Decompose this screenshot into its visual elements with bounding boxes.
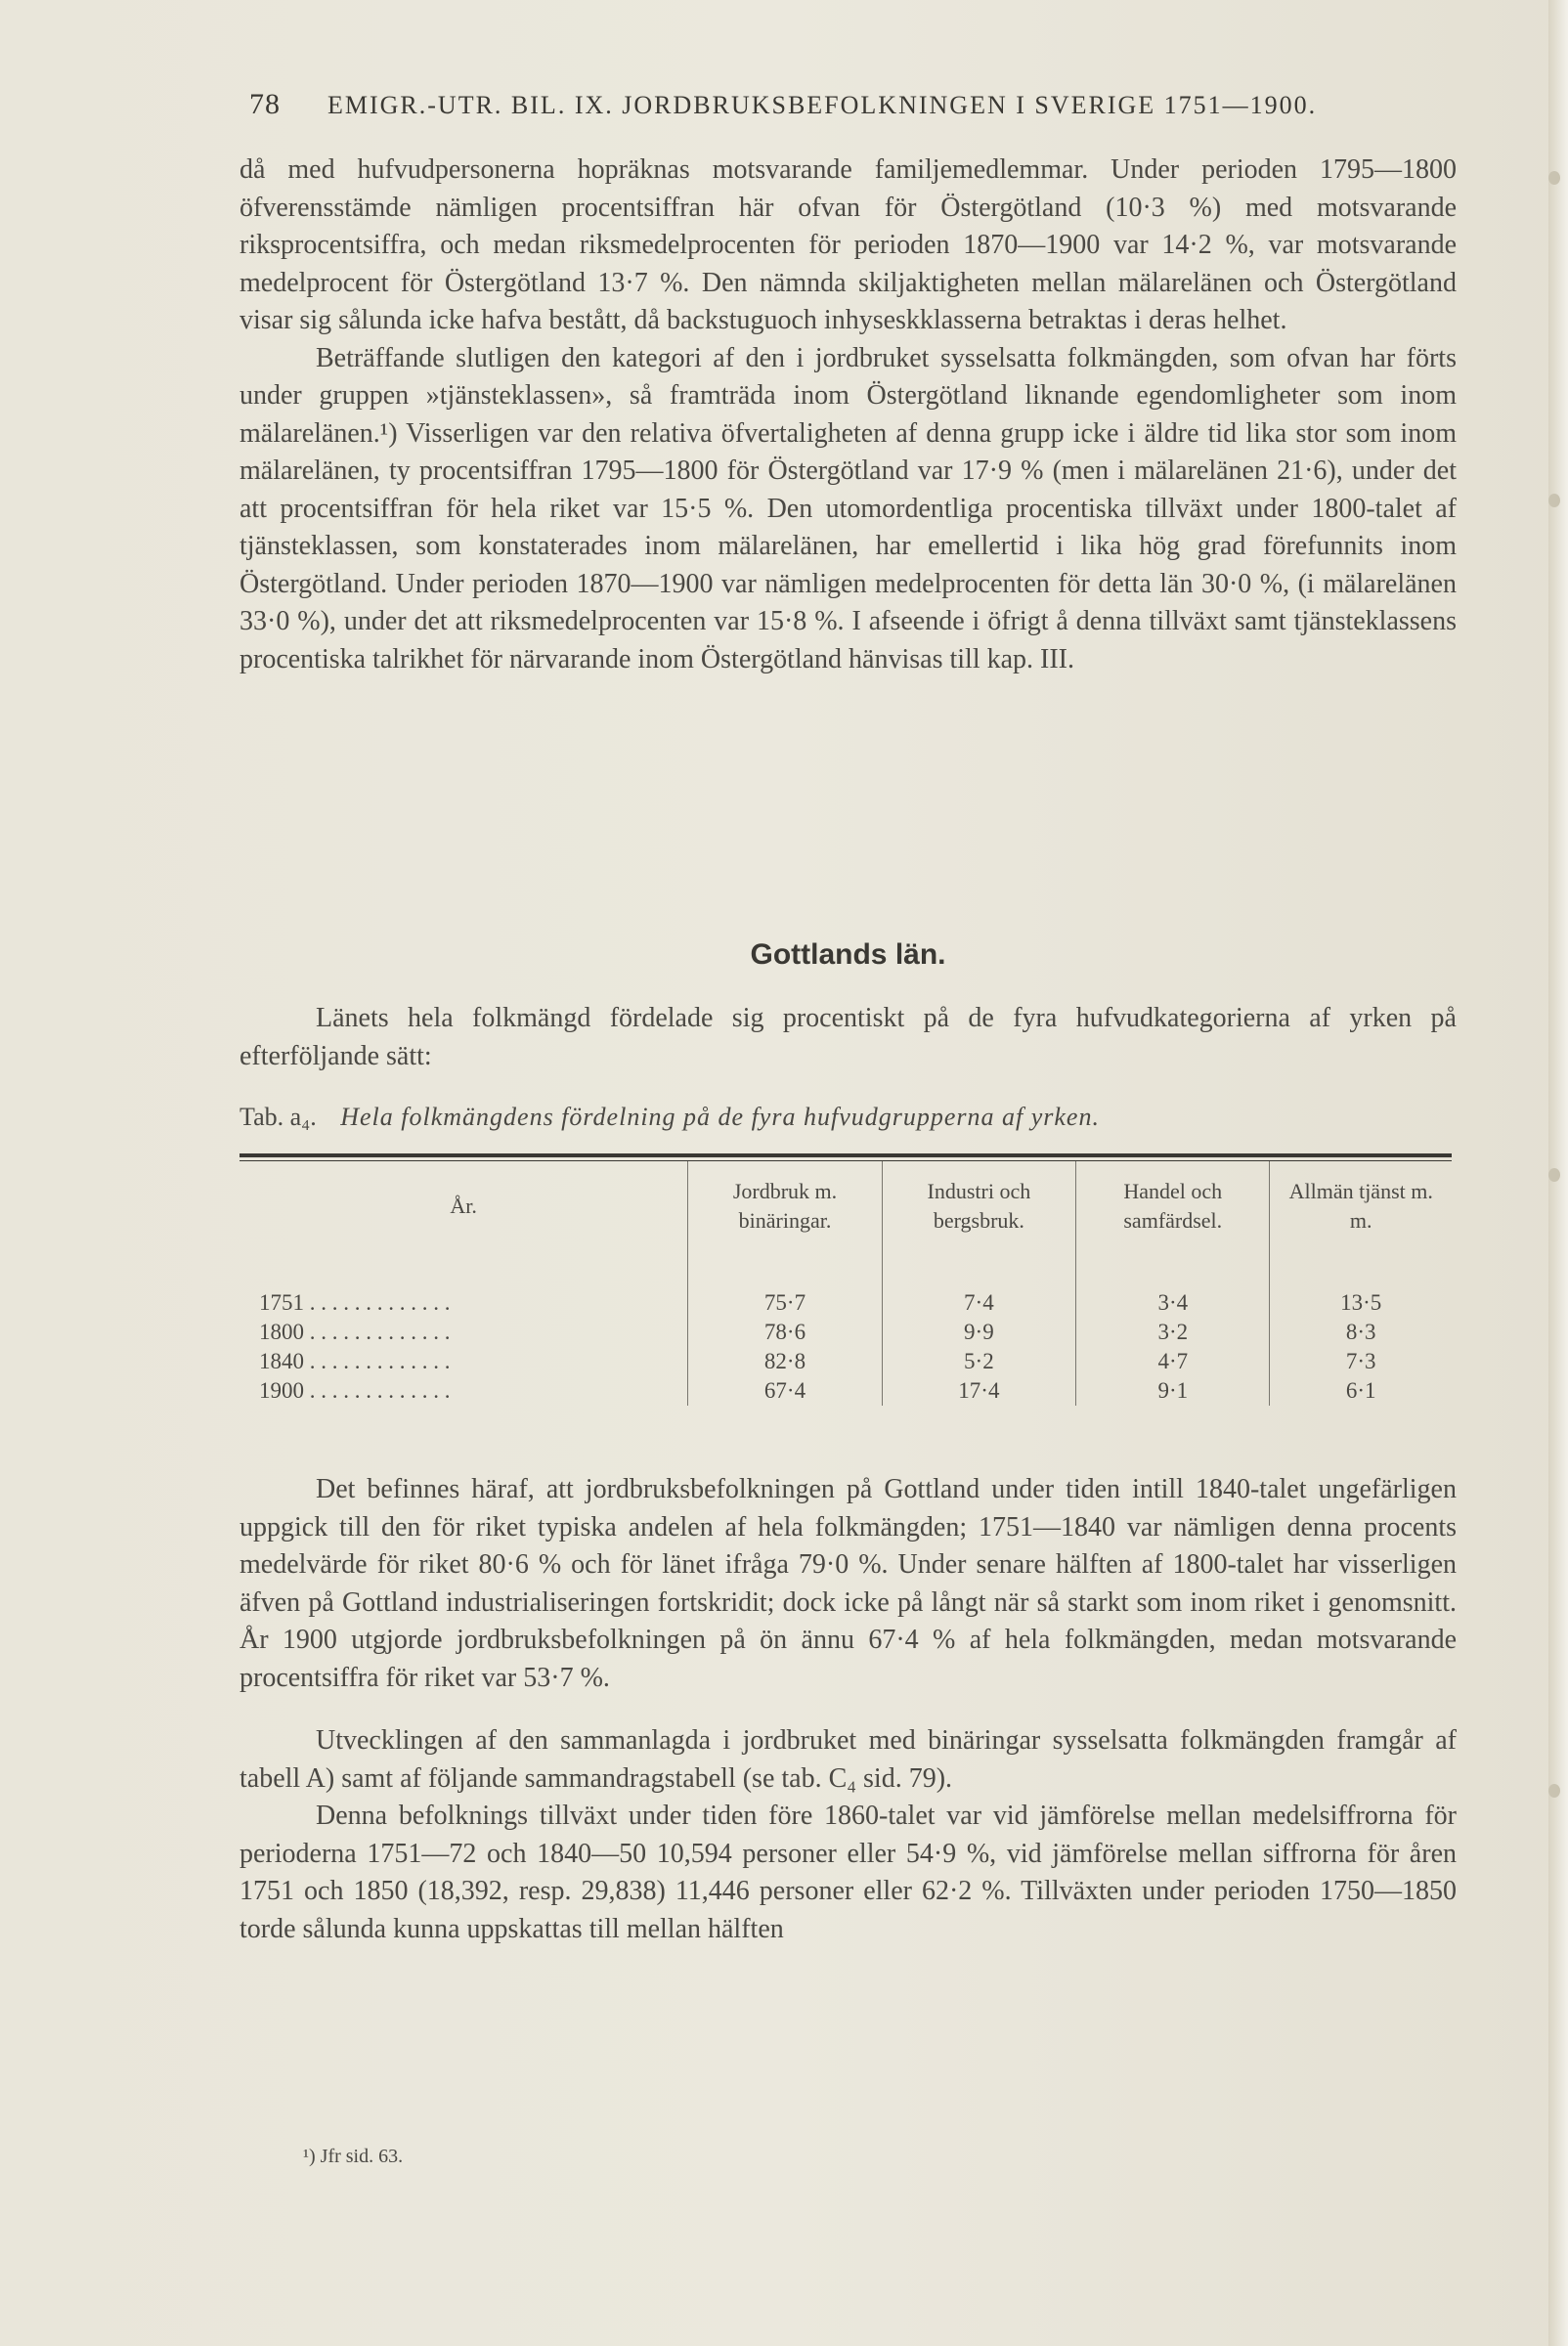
data-table-wrapper <box>240 1153 1452 1406</box>
column-header: År. <box>450 1194 477 1218</box>
table-cell: 67·4 <box>688 1376 882 1406</box>
table-caption-text: Hela folkmängdens fördelning på de fyra hufvudgrupperna af yrken. <box>340 1103 1100 1131</box>
page-stain <box>1548 1784 1560 1798</box>
paragraph: Utvecklingen af den sammanlagda i jordbruket med binäringar sysselsatta folkmängden framgår af tabell A) samt af följande sammandragstabell (se tab. C₄ sid. 79). <box>240 1725 1457 1794</box>
header-title: EMIGR.-UTR. BIL. IX. JORDBRUKSBEFOLKNINGEN I SVERIGE 1751—1900. <box>327 91 1318 119</box>
running-header <box>249 88 1461 121</box>
table-cell: 3·4 <box>1076 1255 1270 1318</box>
page-stain <box>1548 171 1560 185</box>
table-cell: 75·7 <box>688 1255 882 1318</box>
table-cell: 4·7 <box>1076 1347 1270 1376</box>
paragraph: Denna befolknings tillväxt under tiden före 1860-talet var vid jämförelse mellan medelsiffrorna för perioderna 1751—72 och 1840—50 10,594 personer eller 54·9 %, vid jämförelse mellan siffrorna för åren 1751 och 1850 (18,392, resp. 29,838) 11,446 personer eller 62·2 %. Tillväxten under perioden 1750—1850 torde sålunda kunna uppskattas till mellan hälften <box>240 1801 1457 1944</box>
table-cell: 17·4 <box>882 1376 1075 1406</box>
table-row <box>240 1318 1452 1347</box>
table-cell: 9·1 <box>1076 1376 1270 1406</box>
column-header: Industri och bergsbruk. <box>882 1161 1075 1255</box>
table-cell: 3·2 <box>1076 1318 1270 1347</box>
table-cell: 13·5 <box>1270 1255 1452 1318</box>
section-heading: Gottlands län. <box>750 938 946 971</box>
table-cell: 78·6 <box>688 1318 882 1347</box>
table-row <box>240 1347 1452 1376</box>
paragraph: då med hufvudpersonerna hopräknas motsvarande familjemedlemmar. Under perioden 1795—1800 öfverensstämde nämligen procentsiffran här ofvan för Östergötland (10·3 %) med motsvarande riksprocentsiffra, och medan riksmedelprocenten för perioden 1870—1900 var 14·2 %, var motsvarande medelprocent för Östergötland 13·7 %. Den nämnda skiljaktigheten mellan mälarelänen och Östergötland visar sig sålunda icke hafva bestått, då backstuguoch inhyseskklasserna betraktas i deras helhet. <box>240 154 1457 335</box>
table-cell: 9·9 <box>882 1318 1075 1347</box>
column-header: Allmän tjänst m. m. <box>1270 1161 1452 1255</box>
paragraph: Beträffande slutligen den kategori af den i jordbruket sysselsatta folkmängden, som ofvan har förts under gruppen »tjänsteklassen», så framträda inom Östergötland liknande egendomligheter som inom mälarelänen.¹) Visserligen var den relativa öfvertaligheten af denna grupp icke i äldre tid lika stor som inom mälarelänen, ty procentsiffran 1795—1800 för Östergötland var 17·9 % (men i mälarelänen 21·6), under det att procentsiffran för hela riket var 15·5 %. Den utomordentliga procentiska tillväxt under 1800-talet af tjänsteklassen, som konstaterades inom mälarelänen, har emellertid i lika hög grad förefunnits inom Östergötland. Under perioden 1870—1900 var nämligen medelprocenten för detta län 30·0 %, (i mälarelänen 33·0 %), under det att riksmedelprocenten var 15·8 %. I afseende i öfrigt å denna tillväxt samt tjänsteklassens procentiska talrikhet för närvarande inom Östergötland hänvisas till kap. III. <box>240 342 1457 674</box>
table-header-row <box>240 1161 1452 1255</box>
table-cell: 1840 . . . . . . . . . . . . . <box>259 1349 451 1373</box>
table-label: Tab. a₄. <box>240 1103 317 1131</box>
footnote: ¹) Jfr sid. 63. <box>303 2146 404 2167</box>
table-cell: 82·8 <box>688 1347 882 1376</box>
text-block-3 <box>240 1471 1457 1948</box>
table-row <box>240 1376 1452 1406</box>
table-top-rule <box>240 1153 1452 1157</box>
table-cell: 5·2 <box>882 1347 1075 1376</box>
paragraph: Det befinnes häraf, att jordbruksbefolkningen på Gottland under tiden intill 1840-talet ungefärligen uppgick till den för riket typiska andelen af hela folkmängden; 1751—1840 var nämligen denna procents medelvärde för riket 80·6 % och för länet ifråga 79·0 %. Under senare hälften af 1800-talet har visserligen äfven på Gottland industrialiseringen fortskridit; dock icke på långt när så starkt som inom riket i genomsnitt. År 1900 utgjorde jordbruksbefolkningen på ön ännu 67·4 % af hela folkmängden, medan motsvarande procentsiffra för riket var 53·7 %. <box>240 1474 1457 1693</box>
table-cell: 7·4 <box>882 1255 1075 1318</box>
text-block-2 <box>240 1000 1457 1075</box>
table-cell: 1751 . . . . . . . . . . . . . <box>259 1290 451 1315</box>
table-caption <box>240 1103 1457 1132</box>
page-stain <box>1548 494 1560 507</box>
table-cell: 7·3 <box>1270 1347 1452 1376</box>
table-cell: 8·3 <box>1270 1318 1452 1347</box>
table-cell: 1800 . . . . . . . . . . . . . <box>259 1320 451 1344</box>
column-header: Handel och samfärdsel. <box>1076 1161 1270 1255</box>
page-number: 78 <box>249 88 281 120</box>
paragraph: Länets hela folkmängd fördelade sig procentiskt på de fyra hufvudkategorierna af yrken på efterföljande sätt: <box>240 1003 1457 1071</box>
table-cell: 6·1 <box>1270 1376 1452 1406</box>
table-row <box>240 1255 1452 1318</box>
column-header: Jordbruk m. binäringar. <box>688 1161 882 1255</box>
page-stain <box>1548 1168 1560 1182</box>
data-table <box>240 1161 1452 1406</box>
table-cell: 1900 . . . . . . . . . . . . . <box>259 1378 451 1403</box>
text-block-1 <box>240 152 1457 678</box>
